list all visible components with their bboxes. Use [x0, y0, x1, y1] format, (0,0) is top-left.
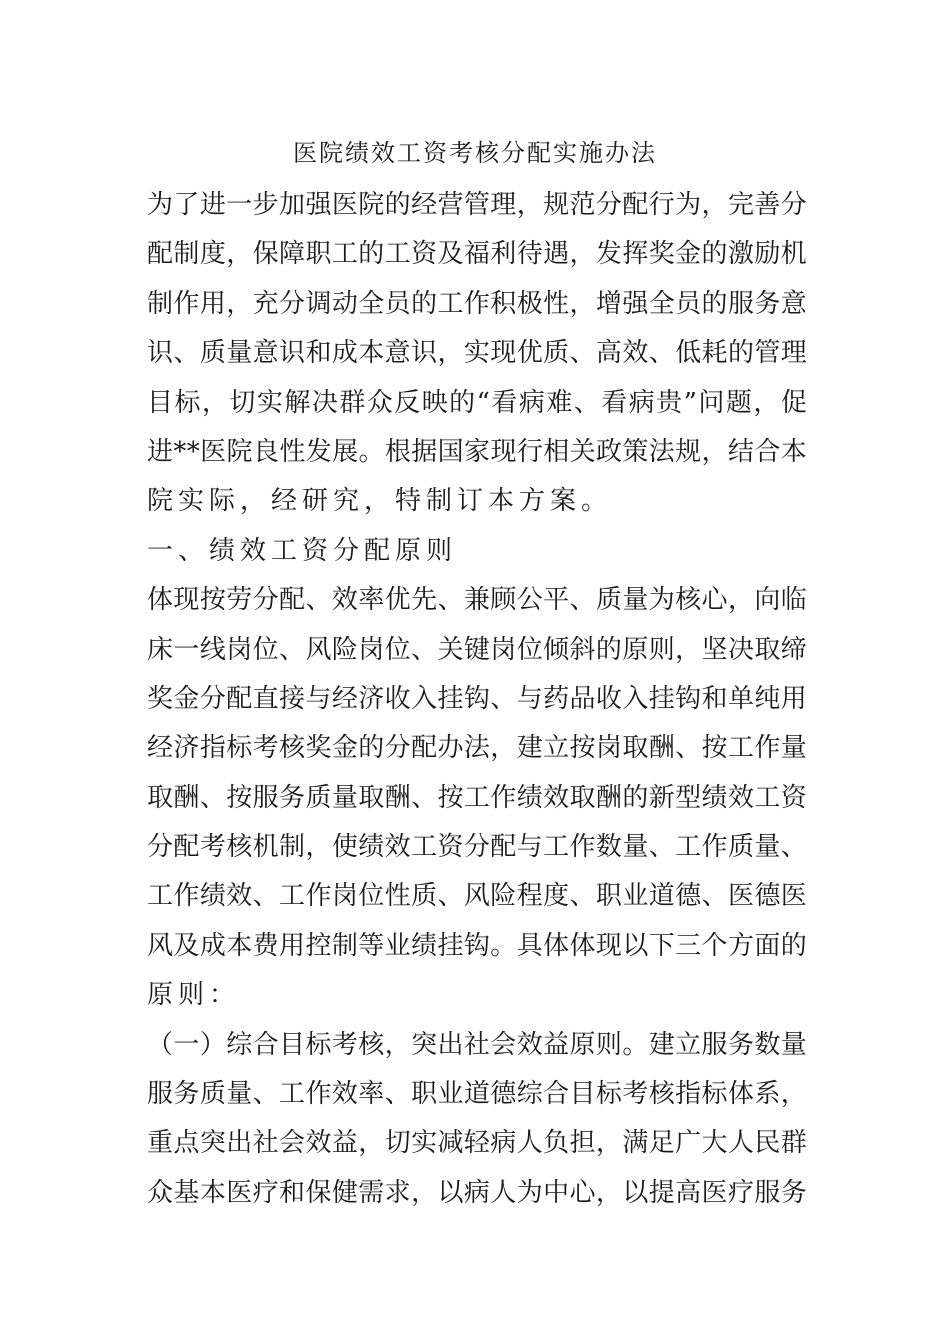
document-title: 医院绩效工资考核分配实施办法	[293, 139, 657, 167]
text-line: 目 标 ， 切 实 解 决 群 众 反 映 的 “ 看 病 难 、 看 病 贵 ” 问 题 ， 促	[147, 387, 807, 418]
text-line: 识 、 质 量 意 识 和 成 本 意 识 ， 实 现 优 质 、 高 效 、 低 耗 的 管 理	[147, 338, 807, 369]
text-line: 经 济 指 标 考 核 奖 金 的 分 配 办 法 ， 建 立 按 岗 取 酬 、 按 工 作 量	[147, 733, 807, 764]
text-line: 院实际，经研究，特制订本方案。	[147, 486, 613, 517]
text-line: 一、绩效工资分配原则	[147, 535, 458, 566]
text-line: 奖 金 分 配 直 接 与 经 济 收 入 挂 钩 、 与 药 品 收 入 挂 钩 和 单 纯 用	[147, 683, 807, 714]
text-line: 原则：	[147, 980, 241, 1011]
text-line: 取 酬 、 按 服 务 质 量 取 酬 、 按 工 作 绩 效 取 酬 的 新 型 绩 效 工 资	[147, 782, 807, 813]
text-line: 重 点 突 出 社 会 效 益 ， 切 实 减 轻 病 人 负 担 ， 满 足 广 大 人 民 群	[147, 1128, 807, 1159]
document-body	[147, 181, 807, 1218]
text-line: 众 基 本 医 疗 和 保 健 需 求 ， 以 病 人 为 中 心 ， 以 提 高 医 疗 服 务	[147, 1177, 807, 1208]
text-line: （ 一 ） 综 合 目 标 考 核 ， 突 出 社 会 效 益 原 则 。 建 立 服 务 数 量	[147, 1029, 807, 1060]
text-line: 体 现 按 劳 分 配 、 效 率 优 先 、 兼 顾 公 平 、 质 量 为 核 心 ， 向 临	[147, 585, 807, 616]
text-line: 分 配 考 核 机 制 ， 使 绩 效 工 资 分 配 与 工 作 数 量 、 工 作 质 量 、	[147, 832, 807, 863]
text-line: 服 务 质 量 、 工 作 效 率 、 职 业 道 德 综 合 目 标 考 核 指 标 体 系 ，	[147, 1079, 807, 1110]
text-line: 工 作 绩 效 、 工 作 岗 位 性 质 、 风 险 程 度 、 职 业 道 德 、 医 德 医	[147, 881, 807, 912]
text-line: 进 * * 医 院 良 性 发 展 。 根 据 国 家 现 行 相 关 政 策 法 规 ， 结 合 本	[147, 436, 807, 467]
text-line: 制 作 用 ， 充 分 调 动 全 员 的 工 作 积 极 性 ， 增 强 全 员 的 服 务 意	[147, 288, 807, 319]
text-line: 风 及 成 本 费 用 控 制 等 业 绩 挂 钩 。 具 体 体 现 以 下 三 个 方 面 的	[147, 930, 807, 961]
text-line: 床 一 线 岗 位 、 风 险 岗 位 、 关 键 岗 位 倾 斜 的 原 则 ， 坚 决 取 缔	[147, 634, 807, 665]
text-line: 为 了 进 一 步 加 强 医 院 的 经 营 管 理 ， 规 范 分 配 行 为 ， 完 善 分	[147, 190, 807, 220]
text-line: 配 制 度 ， 保 障 职 工 的 工 资 及 福 利 待 遇 ， 发 挥 奖 金 的 激 励 机	[147, 239, 807, 270]
